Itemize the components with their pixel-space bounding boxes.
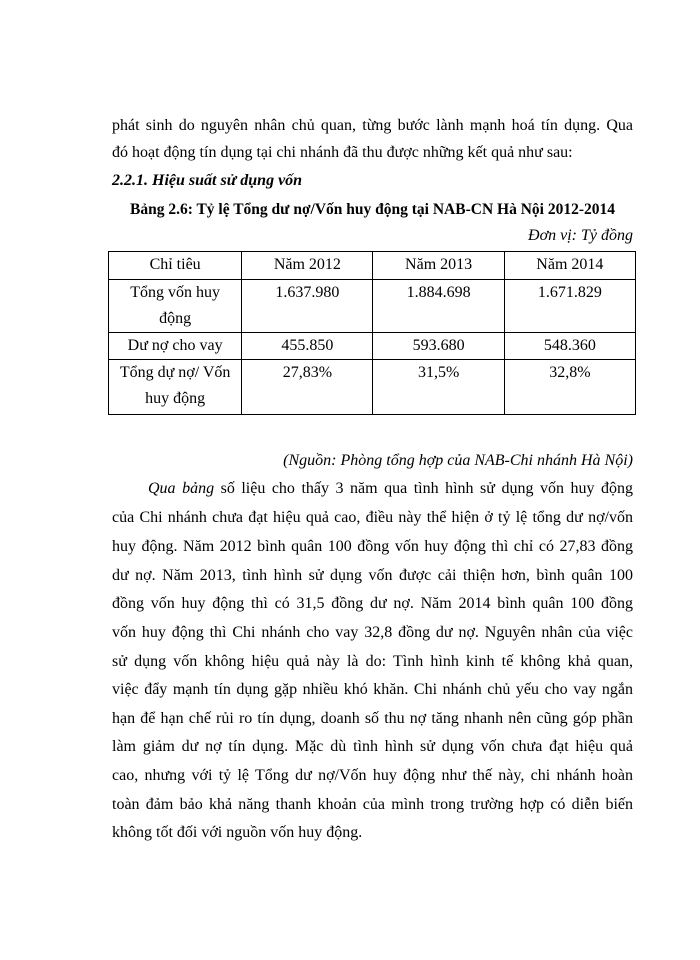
table-header-row [109, 252, 636, 280]
table-cell: 1.884.698 [373, 280, 504, 333]
header-cell-2013: Năm 2013 [373, 252, 504, 280]
paragraph-line: dư nợ. Năm 2013, tình hình sử dụng vốn được cải thiện hơn, bình quân 100 [112, 567, 633, 584]
table-caption: Bảng 2.6: Tỷ lệ Tổng dư nợ/Vốn huy động tại NAB-CN Hà Nội 2012-2014 [130, 201, 615, 218]
row-label-line-1: Dư nợ cho vay [127, 337, 223, 354]
section-heading: 2.2.1. Hiệu suất sử dụng vốn [112, 172, 303, 189]
unit-note: Đơn vị: Tỷ đồng [528, 227, 633, 244]
paragraph-line: huy động. Năm 2012 bình quân 100 đồng vốn huy động thì chỉ có 27,83 đồng [112, 538, 633, 555]
table-cell: 32,8% [504, 360, 635, 415]
row-label [109, 333, 242, 360]
table-row [109, 360, 636, 415]
table-row [109, 280, 636, 333]
table-row [109, 333, 636, 360]
paragraph-line: làm giảm dư nợ tín dụng. Mặc dù tình hình sử dụng vốn chưa đạt hiệu quả [112, 738, 633, 755]
paragraph-line: việc đẩy mạnh tín dụng gặp nhiều khó khăn. Chi nhánh chủ yếu cho vay ngắn [112, 681, 633, 698]
table-cell: 548.360 [504, 333, 635, 360]
paragraph-line: vốn huy động thì Chi nhánh cho vay 32,8 đồng dư nợ. Nguyên nhân của việc [112, 624, 633, 641]
row-label-line-1: Tổng vốn huy [130, 284, 221, 301]
table-cell: 27,83% [242, 360, 373, 415]
paragraph-line: toàn đảm bảo khả năng thanh khoản của mình trong trường hợp có diễn biến [112, 796, 633, 813]
table-cell: 1.637.980 [242, 280, 373, 333]
paragraph-line: cao, nhưng với tỷ lệ Tổng dư nợ/Vốn huy động như thế này, chi nhánh hoàn [112, 767, 633, 784]
paragraph-line: của Chi nhánh chưa đạt hiệu quả cao, điều này thể hiện ở tỷ lệ tổng dư nợ/vốn [112, 509, 633, 526]
header-cell-indicator: Chỉ tiêu [109, 252, 242, 280]
row-label-line-2: huy động [145, 390, 206, 407]
intro-line-2: đó hoạt động tín dụng tại chi nhánh đã thu được những kết quả như sau: [112, 144, 573, 161]
data-table [108, 251, 636, 415]
paragraph-line-1 [148, 479, 633, 499]
row-label [109, 280, 242, 333]
row-label [109, 360, 242, 415]
table-cell: 593.680 [373, 333, 504, 360]
row-label-line-2: động [159, 310, 192, 327]
header-cell-2014: Năm 2014 [504, 252, 635, 280]
paragraph-line: sử dụng vốn không hiệu quả này là do: Tình hình kinh tế không khả quan, [112, 653, 633, 670]
table-cell: 1.671.829 [504, 280, 635, 333]
paragraph-line: đồng vốn huy động thì có 31,5 đồng dư nợ. Năm 2014 bình quân 100 đồng [112, 595, 633, 612]
table-cell: 31,5% [373, 360, 504, 415]
table-cell: 455.850 [242, 333, 373, 360]
header-cell-2012: Năm 2012 [242, 252, 373, 280]
paragraph-lead-italic: Qua bảng [148, 480, 215, 497]
paragraph-line: hạn để hạn chế rủi ro tín dụng, doanh số thu nợ tăng nhanh nên cũng góp phần [112, 710, 633, 727]
paragraph-lead-rest: số liệu cho thấy 3 năm qua tình hình sử dụng vốn huy động [214, 480, 634, 497]
source-note: (Nguồn: Phòng tổng hợp của NAB-Chi nhánh Hà Nội) [283, 452, 633, 469]
row-label-line-1: Tổng dự nợ/ Vốn [119, 364, 231, 381]
paragraph-last-line: không tốt đối với nguồn vốn huy động. [112, 824, 363, 841]
intro-line-1: phát sinh do nguyên nhân chủ quan, từng bước lành mạnh hoá tín dụng. Qua [112, 117, 633, 134]
